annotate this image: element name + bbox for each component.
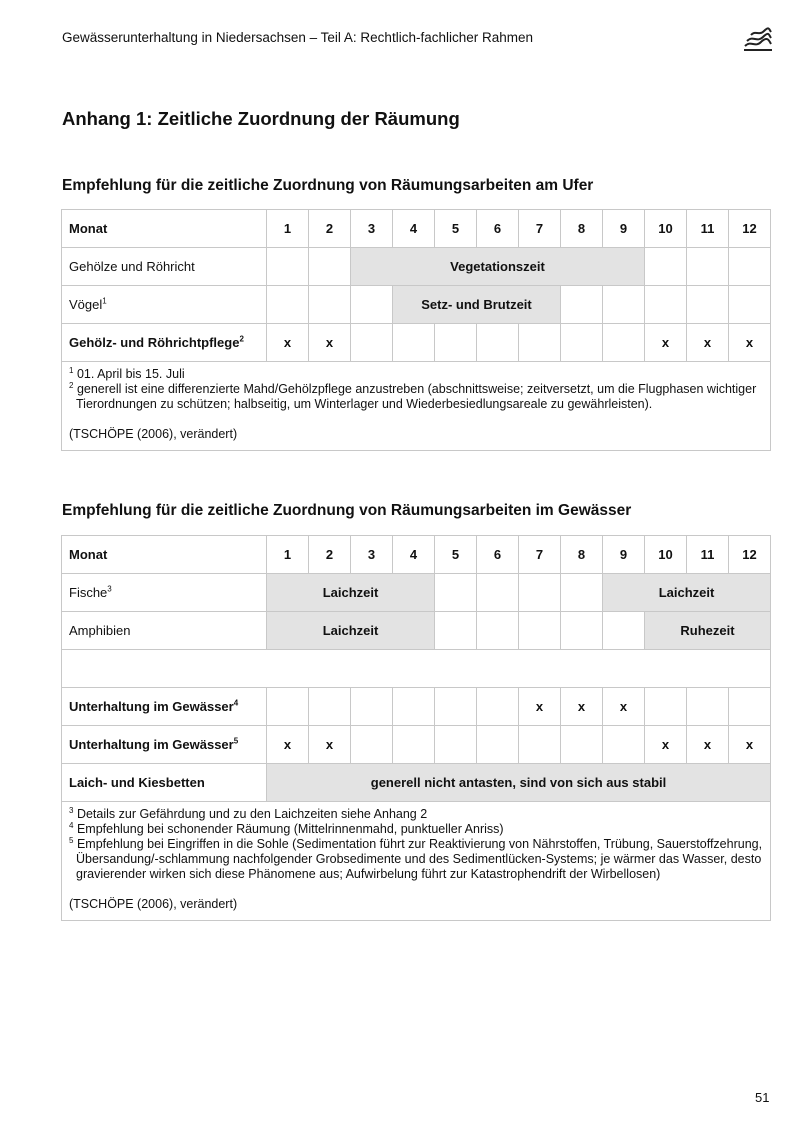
footnote: $^5$ Empfehlung bei Eingriffen in die Sohle (Sedimentation führt zur Reaktivierung von Nährstoffen, Trübung, Sauerstoffzehrung, Übersandung/-schlammung nachfolgender Grobsedimente und des Sedimentlücken-Systems; je wärmer das Wasser, desto gravierender wirken sich diese Phänomene aus; Aufwirbelung führt zur Katastrophendrift der Wirbellosen) bbox=[69, 835, 763, 881]
footnotes-row bbox=[62, 362, 771, 451]
mark-cell bbox=[729, 688, 771, 726]
month-cell: 5 bbox=[435, 536, 477, 574]
month-cell: 9 bbox=[603, 210, 645, 248]
month-cell: 6 bbox=[477, 210, 519, 248]
table-row bbox=[62, 612, 771, 650]
mark-cell: x bbox=[519, 688, 561, 726]
month-label: Monat bbox=[62, 536, 267, 574]
spawning-band: Laichzeit bbox=[603, 574, 771, 612]
mark-cell bbox=[267, 688, 309, 726]
mark-cell bbox=[393, 324, 435, 362]
row-label: Vögel$^1$ bbox=[62, 286, 267, 324]
mark-cell: x bbox=[309, 726, 351, 764]
mark-cell: x bbox=[267, 726, 309, 764]
table2-heading: Empfehlung für die zeitliche Zuordnung von Räumungsarbeiten im Gewässer bbox=[62, 502, 632, 519]
row-label: Unterhaltung im Gewässer$^5$ bbox=[62, 726, 267, 764]
mark-cell: x bbox=[645, 324, 687, 362]
running-header: Gewässerunterhaltung in Niedersachsen – Teil A: Rechtlich-fachlicher Rahmen bbox=[62, 30, 533, 45]
mark-cell: x bbox=[603, 688, 645, 726]
footnotes bbox=[62, 362, 771, 451]
rest-band: Ruhezeit bbox=[645, 612, 771, 650]
mark-cell bbox=[519, 324, 561, 362]
mark-cell bbox=[561, 324, 603, 362]
mark-cell bbox=[477, 726, 519, 764]
mark-cell bbox=[309, 688, 351, 726]
spawning-band: Laichzeit bbox=[267, 574, 435, 612]
mark-cell: x bbox=[729, 324, 771, 362]
row-label: Gehölz- und Röhrichtpflege$^2$ bbox=[62, 324, 267, 362]
month-cell: 4 bbox=[393, 210, 435, 248]
footnote: $^3$ Details zur Gefährdung und zu den Laichzeiten siehe Anhang 2 bbox=[69, 805, 428, 821]
row-label: Unterhaltung im Gewässer$^4$ bbox=[62, 688, 267, 726]
table2-month-row bbox=[62, 536, 771, 574]
page-title: Anhang 1: Zeitliche Zuordnung der Räumung bbox=[62, 108, 460, 129]
table-row bbox=[62, 574, 771, 612]
row-label: Fische$^3$ bbox=[62, 574, 267, 612]
mark-cell: x bbox=[687, 324, 729, 362]
mark-cell bbox=[561, 726, 603, 764]
breeding-band: Setz- und Brutzeit bbox=[393, 286, 561, 324]
row-label: Amphibien bbox=[62, 612, 267, 650]
month-cell: 11 bbox=[687, 210, 729, 248]
mark-cell: x bbox=[645, 726, 687, 764]
footnotes bbox=[62, 802, 771, 921]
month-cell: 8 bbox=[561, 536, 603, 574]
mark-cell bbox=[519, 726, 561, 764]
month-cell: 2 bbox=[309, 210, 351, 248]
mark-cell bbox=[645, 688, 687, 726]
table1-heading: Empfehlung für die zeitliche Zuordnung von Räumungsarbeiten am Ufer bbox=[62, 177, 594, 194]
mark-cell bbox=[477, 324, 519, 362]
month-cell: 3 bbox=[351, 536, 393, 574]
mark-cell bbox=[393, 688, 435, 726]
month-cell: 8 bbox=[561, 210, 603, 248]
month-cell: 10 bbox=[645, 536, 687, 574]
month-label: Monat bbox=[62, 210, 267, 248]
month-cell: 12 bbox=[729, 210, 771, 248]
month-cell: 9 bbox=[603, 536, 645, 574]
mark-cell bbox=[435, 726, 477, 764]
spacer-row bbox=[62, 650, 771, 688]
month-cell: 10 bbox=[645, 210, 687, 248]
table-row bbox=[62, 286, 771, 324]
footnote: $^2$ generell ist eine differenzierte Mahd/Gehölzpflege anzustreben (abschnittsweise; zeitversetzt, um die Flugphasen wichtiger Tierordnungen zu schützen; halbseitig, um Winterlager und Wiederbesiedlungsareale zu gewährleisten). bbox=[69, 380, 757, 411]
mark-cell bbox=[603, 324, 645, 362]
table1-month-row bbox=[62, 210, 771, 248]
vegetation-band: Vegetationszeit bbox=[351, 248, 645, 286]
mark-cell: x bbox=[687, 726, 729, 764]
month-cell: 11 bbox=[687, 536, 729, 574]
mark-cell: x bbox=[561, 688, 603, 726]
month-cell: 5 bbox=[435, 210, 477, 248]
mark-cell bbox=[435, 324, 477, 362]
table-row bbox=[62, 324, 771, 362]
table-row bbox=[62, 726, 771, 764]
footnote: $^4$ Empfehlung bei schonender Räumung (Mittelrinnenmahd, punktueller Anriss) bbox=[69, 820, 504, 836]
spawning-band: Laichzeit bbox=[267, 612, 435, 650]
table-gewaesser bbox=[61, 535, 771, 921]
source-note: (TSCHÖPE (2006), verändert) bbox=[69, 427, 238, 441]
page-number: 51 bbox=[755, 1090, 770, 1105]
mark-cell bbox=[351, 324, 393, 362]
mark-cell bbox=[477, 688, 519, 726]
mark-cell: x bbox=[309, 324, 351, 362]
mark-cell bbox=[435, 688, 477, 726]
table-row bbox=[62, 764, 771, 802]
source-note: (TSCHÖPE (2006), verändert) bbox=[69, 897, 238, 911]
row-label: Gehölze und Röhricht bbox=[62, 248, 267, 286]
mark-cell bbox=[603, 726, 645, 764]
mark-cell bbox=[687, 688, 729, 726]
mark-cell bbox=[393, 726, 435, 764]
mark-cell bbox=[351, 726, 393, 764]
table-row bbox=[62, 688, 771, 726]
table-ufer bbox=[61, 209, 771, 451]
month-cell: 7 bbox=[519, 536, 561, 574]
month-cell: 1 bbox=[267, 536, 309, 574]
month-cell: 4 bbox=[393, 536, 435, 574]
month-cell: 2 bbox=[309, 536, 351, 574]
table-row bbox=[62, 248, 771, 286]
mark-cell: x bbox=[267, 324, 309, 362]
month-cell: 6 bbox=[477, 536, 519, 574]
gravel-bed-band: generell nicht antasten, sind von sich aus stabil bbox=[267, 764, 771, 802]
row-label: Laich- und Kiesbetten bbox=[62, 764, 267, 802]
month-cell: 3 bbox=[351, 210, 393, 248]
month-cell: 7 bbox=[519, 210, 561, 248]
footnotes-row bbox=[62, 802, 771, 921]
footnote: $^1$ 01. April bis 15. Juli bbox=[69, 365, 185, 381]
month-cell: 12 bbox=[729, 536, 771, 574]
mark-cell: x bbox=[729, 726, 771, 764]
month-cell: 1 bbox=[267, 210, 309, 248]
wave-logo-icon bbox=[743, 26, 773, 52]
mark-cell bbox=[351, 688, 393, 726]
